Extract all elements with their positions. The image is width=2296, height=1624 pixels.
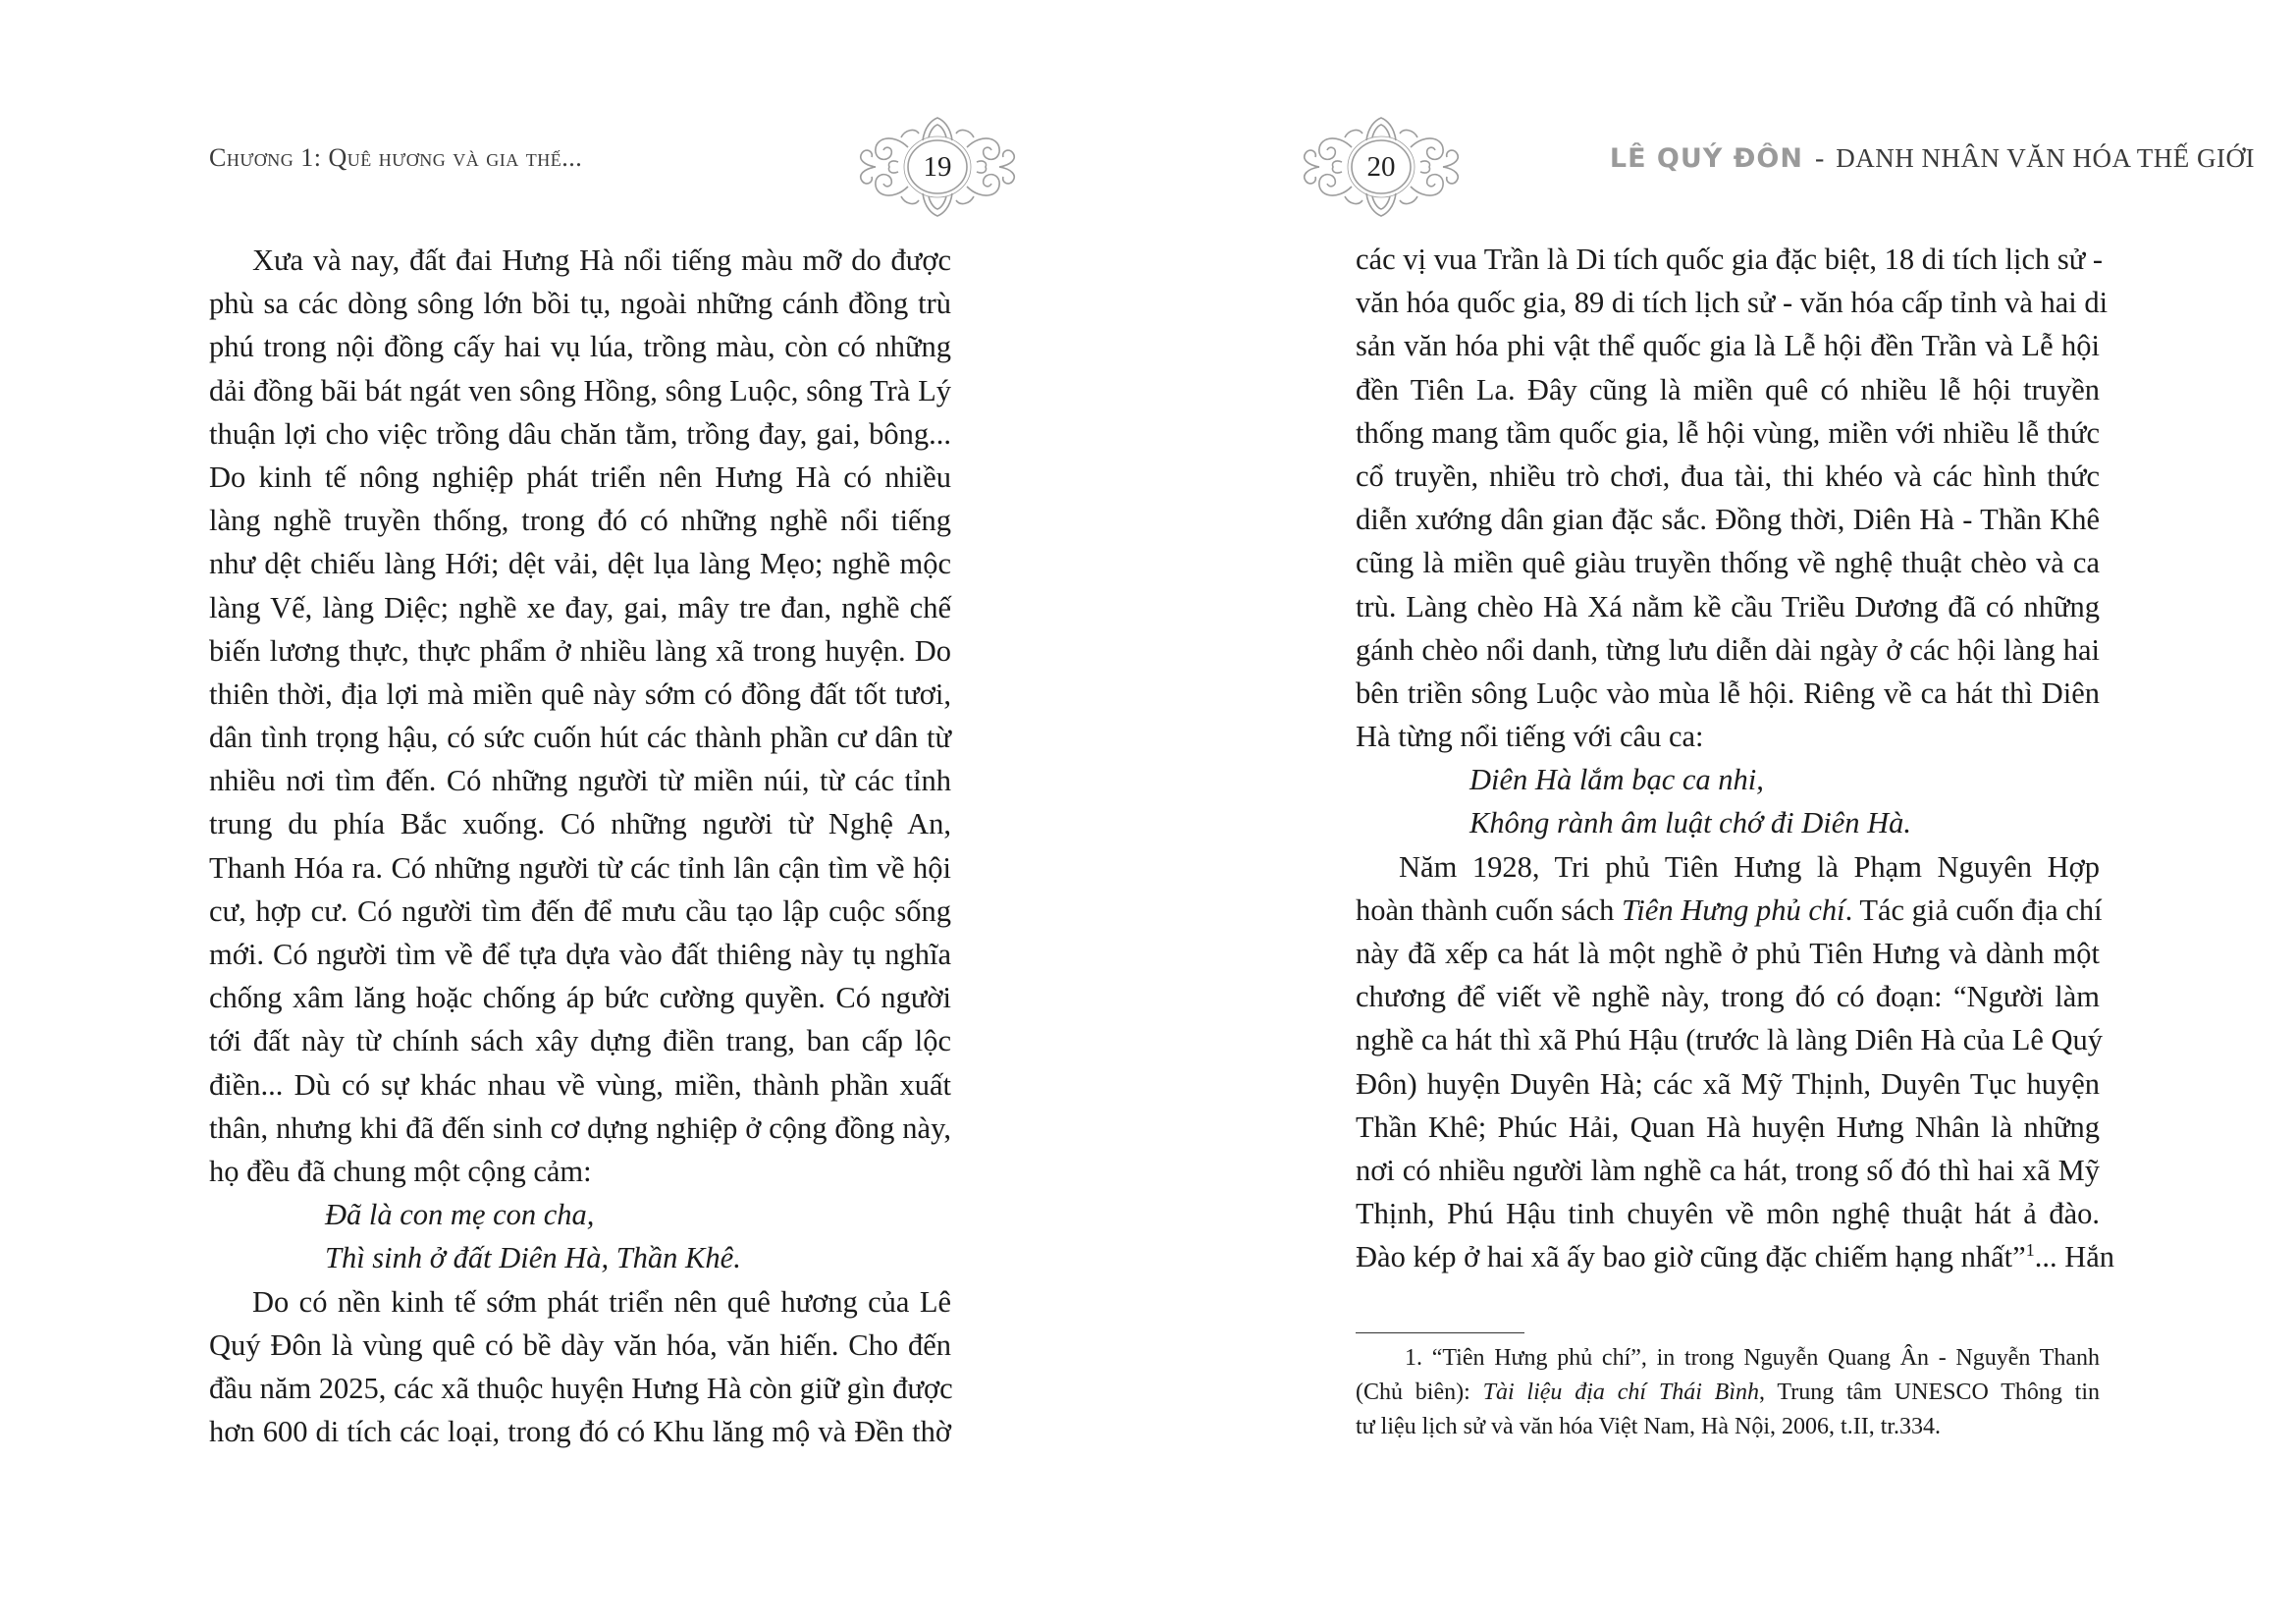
head-separator: - bbox=[1814, 143, 1825, 174]
text-line: Thịnh, Phú Hậu tinh chuyên về môn nghệ thuật hát ả đào. bbox=[1356, 1197, 2100, 1231]
text-line: gánh chèo nổi danh, từng lưu diễn dài ngày ở các hội làng hai bbox=[1356, 632, 2100, 667]
chapter-running-head bbox=[209, 145, 582, 171]
text-segment: , Trung tâm UNESCO Thông tin bbox=[1759, 1380, 2101, 1405]
page-number-ornament bbox=[854, 108, 1021, 226]
text-line: cổ truyền, nhiều trò chơi, đua tài, thi khéo và các hình thức bbox=[1356, 459, 2100, 493]
text-line: thống mang tầm quốc gia, lễ hội vùng, miền với nhiều lễ thức bbox=[1356, 415, 2100, 450]
text-line-with-footnote-ref bbox=[1356, 1235, 2115, 1278]
text-line: các vị vua Trần là Di tích quốc gia đặc biệt, 18 di tích lịch sử - bbox=[1356, 243, 2104, 276]
footnote-reference[interactable]: 1 bbox=[2025, 1240, 2035, 1261]
footnote bbox=[1356, 1341, 2100, 1444]
page-number: 20 bbox=[1366, 151, 1396, 183]
footnote-divider bbox=[1356, 1332, 1524, 1333]
text-line: Thần Khê; Phúc Hải, Quan Hà huyện Hưng Nhân là những bbox=[1356, 1110, 2100, 1144]
text-line: điền... Dù có sự khác nhau về vùng, miền, thành phần xuất bbox=[209, 1067, 951, 1102]
text-line: Đôn) huyện Duyên Hà; các xã Mỹ Thịnh, Duyên Tục huyện bbox=[1356, 1066, 2100, 1101]
text-line: chống xâm lăng hoặc chống áp bức cường quyền. Có người bbox=[209, 981, 951, 1015]
left-body-text bbox=[209, 239, 951, 1453]
text-line: trung du phía Bắc xuống. Có những người từ Nghệ An, bbox=[209, 807, 951, 841]
text-line: họ đều đã chung một cộng cảm: bbox=[209, 1154, 592, 1188]
text-segment: hoàn thành cuốn sách bbox=[1356, 893, 1623, 927]
text-line: làng nghề truyền thống, trong đó có những nghề nổi tiếng bbox=[209, 504, 951, 538]
text-segment: ... Hắn bbox=[2034, 1240, 2115, 1274]
text-segment: . Tác giả cuốn địa chí bbox=[1844, 893, 2103, 927]
text-line: nhiều nơi tìm đến. Có những người từ miền núi, từ các tỉnh bbox=[209, 764, 951, 798]
footnote-book-title: Tài liệu địa chí Thái Bình bbox=[1482, 1380, 1760, 1405]
text-line: Thanh Hóa ra. Có những người từ các tỉnh lân cận tìm về hội bbox=[209, 850, 951, 885]
chapter-title: Chương 1: Quê hương và gia thế... bbox=[209, 143, 583, 172]
footnote-line: 1. “Tiên Hưng phủ chí”, in trong Nguyễn Quang Ân - Nguyễn Thanh bbox=[1405, 1345, 2100, 1371]
text-line: làng Vế, làng Diệc; nghề xe đay, gai, mây tre đan, nghề chế bbox=[209, 590, 951, 624]
book-title-italic: Tiên Hưng phủ chí bbox=[1622, 893, 1845, 927]
text-line: như dệt chiếu làng Hới; dệt vải, dệt lụa làng Mẹo; nghề mộc bbox=[209, 547, 951, 581]
text-line: đền Tiên La. Đây cũng là miền quê có nhiều lễ hội truyền bbox=[1356, 372, 2100, 406]
text-line: văn hóa quốc gia, 89 di tích lịch sử - văn hóa cấp tỉnh và hai di bbox=[1356, 286, 2109, 320]
text-line: nơi có nhiều người làm nghề ca hát, trong số đó thì hai xã Mỹ bbox=[1356, 1153, 2100, 1187]
text-line: hơn 600 di tích các loại, trong đó có Khu lăng mộ và Đền thờ bbox=[209, 1415, 951, 1449]
text-line: phú trong nội đồng cấy hai vụ lúa, trồng màu, còn có những bbox=[209, 330, 951, 364]
text-line: Quý Đôn là vùng quê có bề dày văn hóa, văn hiến. Cho đến bbox=[209, 1327, 951, 1362]
text-line: thuận lợi cho việc trồng dâu chăn tằm, trồng đay, gai, bông... bbox=[209, 416, 951, 451]
text-line: phù sa các dòng sông lớn bồi tụ, ngoài những cánh đồng trù bbox=[209, 287, 951, 321]
text-segment: (Chủ biên): bbox=[1356, 1380, 1483, 1405]
text-line: diễn xướng dân gian đặc sắc. Đồng thời, Diên Hà - Thần Khê bbox=[1356, 503, 2100, 537]
text-line: Năm 1928, Tri phủ Tiên Hưng là Phạm Nguyên Hợp bbox=[1399, 849, 2100, 884]
footnote-line: tư liệu lịch sử và văn hóa Việt Nam, Hà Nội, 2006, t.II, tr.334. bbox=[1356, 1414, 1942, 1439]
text-line: Hà từng nổi tiếng với câu ca: bbox=[1356, 720, 1704, 754]
text-line: Do kinh tế nông nghiệp phát triển nên Hưng Hà có nhiều bbox=[209, 460, 951, 494]
verse-line: Diên Hà lắm bạc ca nhi, bbox=[1469, 763, 1764, 797]
page-number-ornament bbox=[1298, 108, 1465, 226]
text-line: Do có nền kinh tế sớm phát triển nên quê hương của Lê bbox=[252, 1284, 951, 1319]
verse-line: Thì sinh ở đất Diên Hà, Thần Khê. bbox=[325, 1241, 741, 1275]
footnote-line-with-title bbox=[1356, 1376, 2100, 1410]
text-line: cư, hợp cư. Có người tìm đến để mưu cầu tạo lập cuộc sống bbox=[209, 893, 951, 928]
text-line: chương để viết về nghề này, trong đó có đoạn: “Người làm bbox=[1356, 980, 2100, 1014]
text-line: cũng là miền quê giàu truyền thống về nghệ thuật chèo và ca bbox=[1356, 546, 2100, 580]
text-line: đầu năm 2025, các xã thuộc huyện Hưng Hà còn giữ gìn được bbox=[209, 1371, 953, 1405]
verse-line: Không rành âm luật chớ đi Diên Hà. bbox=[1469, 806, 1912, 840]
book-series-title: DANH NHÂN VĂN HÓA THẾ GIỚI bbox=[1836, 143, 2255, 173]
text-line: sản văn hóa phi vật thể quốc gia là Lễ hội đền Trần và Lễ hội bbox=[1356, 329, 2100, 363]
text-line: Xưa và nay, đất đai Hưng Hà nổi tiếng màu mỡ do được bbox=[252, 244, 951, 277]
text-line: này đã xếp ca hát là một nghề ở phủ Tiên Hưng và dành một bbox=[1356, 937, 2100, 970]
book-brand-title: LÊ QUÝ ĐÔN bbox=[1609, 143, 1803, 174]
text-segment: Đào kép ở hai xã ấy bao giờ cũng đặc chiếm hạng nhất” bbox=[1356, 1240, 2026, 1274]
text-line: mới. Có người tìm về để tựa dựa vào đất thiêng này tụ nghĩa bbox=[209, 938, 951, 971]
right-page bbox=[1148, 0, 2296, 1624]
page-number: 19 bbox=[923, 151, 952, 183]
book-running-head bbox=[1610, 145, 2255, 173]
text-line: trù. Làng chèo Hà Xá nằm kề cầu Triều Dương đã có những bbox=[1356, 589, 2100, 623]
text-line: dải đồng bãi bát ngát ven sông Hồng, sông Luộc, sông Trà Lý bbox=[209, 373, 951, 407]
verse-line: Đã là con mẹ con cha, bbox=[325, 1198, 595, 1232]
right-body-text bbox=[1356, 238, 2115, 1279]
text-line-with-title bbox=[1356, 889, 2103, 932]
text-line: tới đất này từ chính sách xây dựng điền trang, ban cấp lộc bbox=[209, 1024, 951, 1058]
text-line: dân tình trọng hậu, có sức cuốn hút các thành phần cư dân từ bbox=[209, 721, 951, 755]
text-line: thiên thời, địa lợi mà miền quê này sớm có đồng đất tốt tươi, bbox=[209, 677, 951, 711]
text-line: biến lương thực, thực phẩm ở nhiều làng xã trong huyện. Do bbox=[209, 633, 951, 668]
text-line: nghề ca hát thì xã Phú Hậu (trước là làng Diên Hà của Lê Quý bbox=[1356, 1023, 2104, 1057]
text-line: thân, nhưng khi đã đến sinh cơ dựng nghiệp ở cộng đồng này, bbox=[209, 1110, 951, 1145]
text-line: bên triền sông Luộc vào mùa lễ hội. Riêng về ca hát thì Diên bbox=[1356, 676, 2100, 710]
